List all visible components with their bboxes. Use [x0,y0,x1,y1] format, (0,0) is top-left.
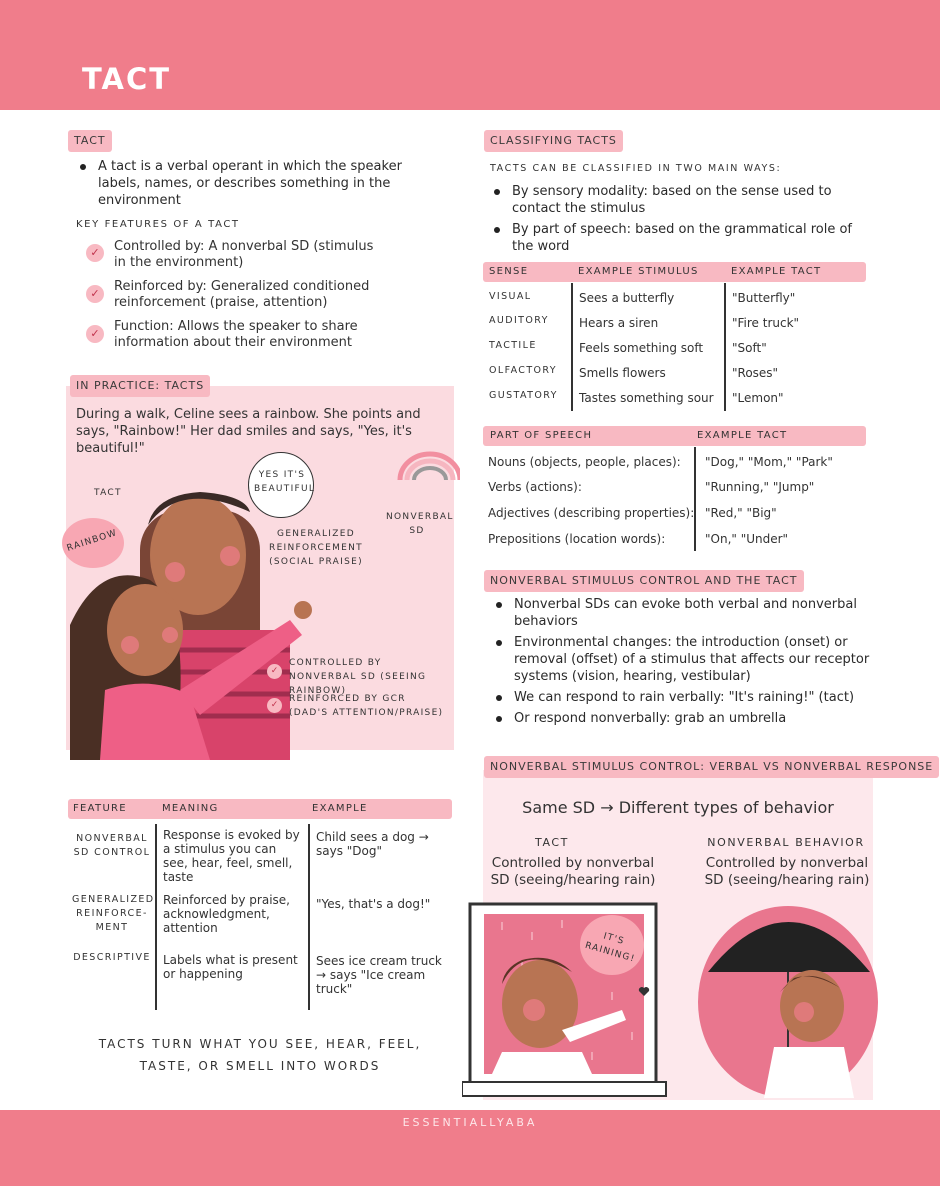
stimulus-cell: Tastes something sour [579,391,714,405]
pos-header: PART OF SPEECH [490,430,593,441]
table-divider [571,283,573,411]
stimulus-point: We can respond to rain verbally: "It's raining!" (tact) [494,689,874,706]
classifying-intro: TACTS CAN BE CLASSIFIED IN TWO MAIN WAYS: [490,163,782,174]
sense-cell: TACTILE [489,340,537,351]
boy-with-umbrella-illustration [694,902,880,1098]
tact-annotation: TACT [94,488,122,498]
tact-cell: "Roses" [732,366,779,380]
classifying-ways-list [492,183,852,259]
in-practice-label: IN PRACTICE: TACTS [70,375,210,397]
meaning-cell: Response is evoked by a stimulus you can see, hear, feel, smell, taste [163,828,300,884]
check-icon: ✓ [267,664,282,679]
dad-bubble-text: YES IT'S BEAUTIFUL [254,470,316,494]
stimulus-point: Or respond nonverbally: grab an umbrella [494,710,874,727]
stimulus-header: EXAMPLE STIMULUS [578,266,699,277]
tact-cell: "Fire truck" [732,316,800,330]
sense-cell: AUDITORY [489,315,549,326]
nonverbal-sd-annotation: NONVERBAL SD [386,512,454,536]
pos-cell: Nouns (objects, people, places): [488,455,681,469]
in-practice-story: During a walk, Celine sees a rainbow. She points and says, "Rainbow!" Her dad smiles and says, "Yes, it's beautiful!" [76,407,421,456]
pos-tact-cell: "Dog," "Mom," "Park" [705,455,833,469]
feature-header: FEATURE [73,803,127,814]
check-icon: ✓ [86,325,104,343]
table-divider [155,824,157,1010]
meaning-cell: Labels what is present or happening [163,953,298,981]
tact-definition: A tact is a verbal operant in which the speaker labels, names, or describes something in the environment [78,158,438,209]
example-cell: Child sees a dog → says "Dog" [316,830,429,858]
feature-reinforced: Reinforced by: Generalized conditioned reinforcement (praise, attention) [114,279,370,310]
way-sensory: By sensory modality: based on the sense used to contact the stimulus [492,183,852,217]
tact-column-heading: TACT [535,836,569,849]
gen-reinforcement-annotation: GENERALIZED REINFORCEMENT (SOCIAL PRAISE) [269,529,363,567]
stimulus-cell: Smells flowers [579,366,666,380]
pos-tact-cell: "Running," "Jump" [705,480,815,494]
feature-cell: DESCRIPTIVE [73,952,151,963]
feature-function: Function: Allows the speaker to share information about their environment [114,319,358,350]
closing-line-2: TASTE, OR SMELL INTO WORDS [139,1059,381,1073]
tact-label: TACT [68,130,112,152]
stimulus-point: Environmental changes: the introduction (onset) or removal (offset) of a stimulus that affects our receptor systems (vision, hearing, vestibular) [494,634,874,685]
tact-header: EXAMPLE TACT [731,266,822,277]
pos-cell: Verbs (actions): [488,480,582,494]
controlled-annotation: CONTROLLED BY NONVERBAL SD (SEEING RAINBOW) [289,658,427,696]
feature-cell: NONVERBAL SD CONTROL [73,833,151,858]
table-divider [724,283,726,411]
tact-column-text: Controlled by nonverbal SD (seeing/hearing rain) [490,855,656,888]
table-divider [308,824,310,1010]
check-icon: ✓ [86,244,104,262]
example-header: EXAMPLE [312,803,368,814]
example-cell: "Yes, that's a dog!" [316,897,431,911]
stimulus-point: Nonverbal SDs can evoke both verbal and nonverbal behaviors [494,596,874,630]
pos-tact-cell: "Red," "Big" [705,506,777,520]
table-divider [694,447,696,551]
pos-tact-header: EXAMPLE TACT [697,430,788,441]
tact-cell: "Butterfly" [732,291,796,305]
closing-line-1: TACTS TURN WHAT YOU SEE, HEAR, FEEL, [98,1037,422,1051]
check-icon: ✓ [267,698,282,713]
nonverbal-column-heading: NONVERBAL BEHAVIOR [707,836,865,849]
sense-cell: OLFACTORY [489,365,558,376]
feature-cell: GENERALIZED REINFORCE-MENT [72,894,155,933]
meaning-header: MEANING [162,803,219,814]
meaning-cell: Reinforced by praise, acknowledgment, attention [163,893,290,935]
way-part-of-speech: By part of speech: based on the grammatical role of the word [492,221,852,255]
pos-cell: Prepositions (location words): [488,532,666,546]
tact-definition-list [78,158,438,213]
page-footer [0,1110,940,1186]
raining-bubble-text: IT'S RAINING! [583,931,637,965]
reinforced-annotation: REINFORCED BY GCR (DAD'S ATTENTION/PRAISE) [289,694,444,718]
page-title: TACT [82,62,172,96]
example-cell: Sees ice cream truck → says "Ice cream truck" [316,954,442,996]
feature-controlled: Controlled by: A nonverbal SD (stimulus in the environment) [114,239,374,270]
stimulus-cell: Hears a siren [579,316,659,330]
tact-cell: "Soft" [732,341,767,355]
verbal-nonverbal-subtitle: Same SD → Different types of behavior [522,798,834,817]
stimulus-control-label: NONVERBAL STIMULUS CONTROL AND THE TACT [484,570,804,592]
sense-header: SENSE [489,266,529,277]
verbal-nonverbal-label: NONVERBAL STIMULUS CONTROL: VERBAL VS NONVERBAL RESPONSE [484,756,939,778]
pos-cell: Adjectives (describing properties): [488,506,695,520]
pos-tact-cell: "On," "Under" [705,532,789,546]
stimulus-control-list [494,596,874,731]
check-icon: ✓ [86,285,104,303]
rainbow-icon [400,454,460,480]
rainbow-bubble-text: RAINBOW [65,528,119,554]
tact-cell: "Lemon" [732,391,784,405]
stimulus-cell: Sees a butterfly [579,291,675,305]
footer-brand: ESSENTIALLYABA [402,1116,538,1129]
page-header [0,0,940,110]
sense-cell: VISUAL [489,291,532,302]
sense-cell: GUSTATORY [489,390,558,401]
stimulus-cell: Feels something soft [579,341,704,355]
classifying-label: CLASSIFYING TACTS [484,130,623,152]
key-features-heading: KEY FEATURES OF A TACT [76,219,240,230]
nonverbal-column-text: Controlled by nonverbal SD (seeing/hearing rain) [704,855,870,888]
